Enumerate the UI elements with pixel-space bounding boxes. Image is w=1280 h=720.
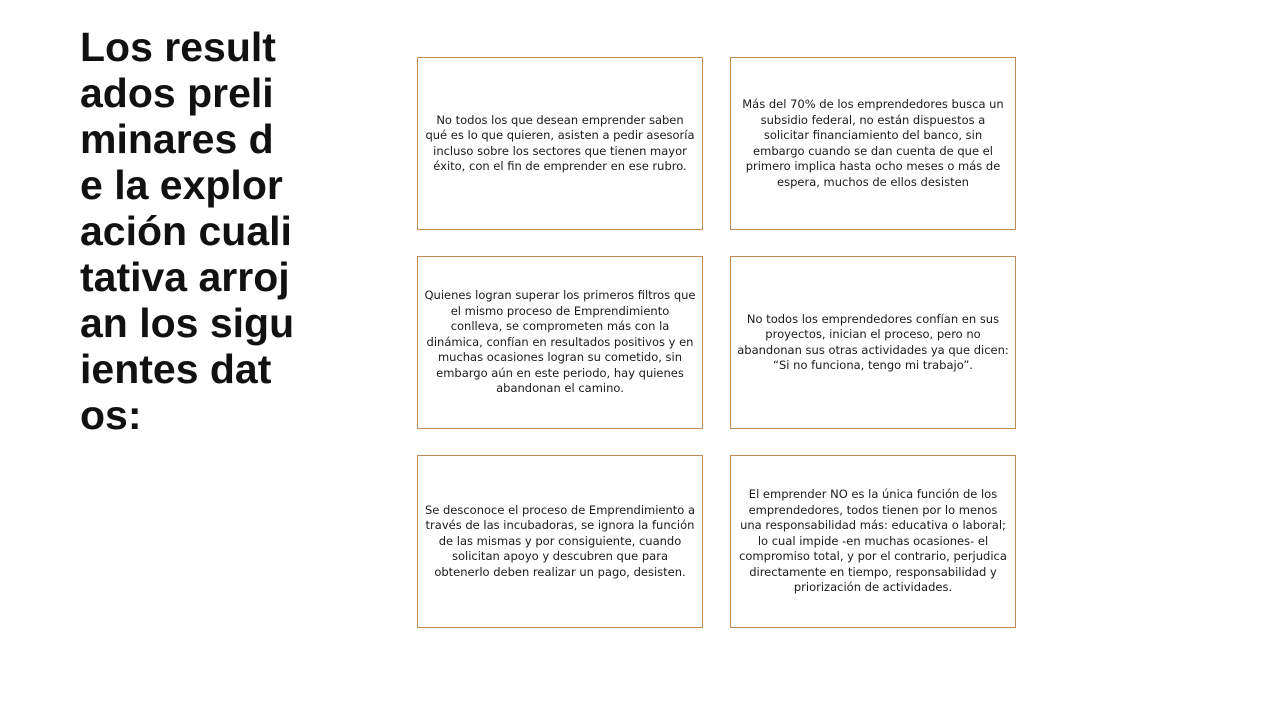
finding-text-2: Más del 70% de los emprendedores busca un subsidio federal, no están dispuestos a solicitar financiamiento del banco, sin embargo cuando se dan cuenta de que el primero implica hasta ocho meses o más de espera, muchos de ellos desisten (742, 97, 1004, 189)
finding-text-1: No todos los que desean emprender saben qué es lo que quieren, asisten a pedir asesoría incluso sobre los sectores que tienen mayor éxito, con el fin de emprender en ese rubro. (425, 112, 695, 173)
finding-box-5 (417, 455, 703, 628)
finding-text-6: El emprender NO es la única función de los emprendedores, todos tienen por lo menos una responsabilidad más: educativa o laboral; lo cual impide -en muchas ocasiones- el compromiso total, y por el contrario, perjudica directamente en tiempo, responsabilidad y priorización de actividades. (739, 487, 1007, 595)
finding-box-2 (730, 57, 1016, 230)
finding-text-4: No todos los emprendedores confían en sus proyectos, inician el proceso, pero no abandonan sus otras actividades ya que dicen: “Si no funciona, tengo mi trabajo”. (737, 311, 1009, 372)
finding-text-3: Quienes logran superar los primeros filtros que el mismo proceso de Emprendimiento conlleva, se comprometen más con la dinámica, confían en resultados positivos y en muchas ocasiones logran su cometido, sin embargo aún en este periodo, hay quienes abandonan el camino. (424, 288, 696, 396)
finding-box-3 (417, 256, 703, 429)
finding-box-1 (417, 57, 703, 230)
finding-box-6 (730, 455, 1016, 628)
slide-title: Los resultados preliminares de la exploración cualitativa arrojan los siguientes datos: (80, 24, 295, 438)
finding-box-4 (730, 256, 1016, 429)
finding-text-5: Se desconoce el proceso de Emprendimiento a través de las incubadoras, se ignora la función de las mismas y por consiguiente, cuando solicitan apoyo y descubren que para obtenerlo deben realizar un pago, desisten. (424, 502, 696, 579)
